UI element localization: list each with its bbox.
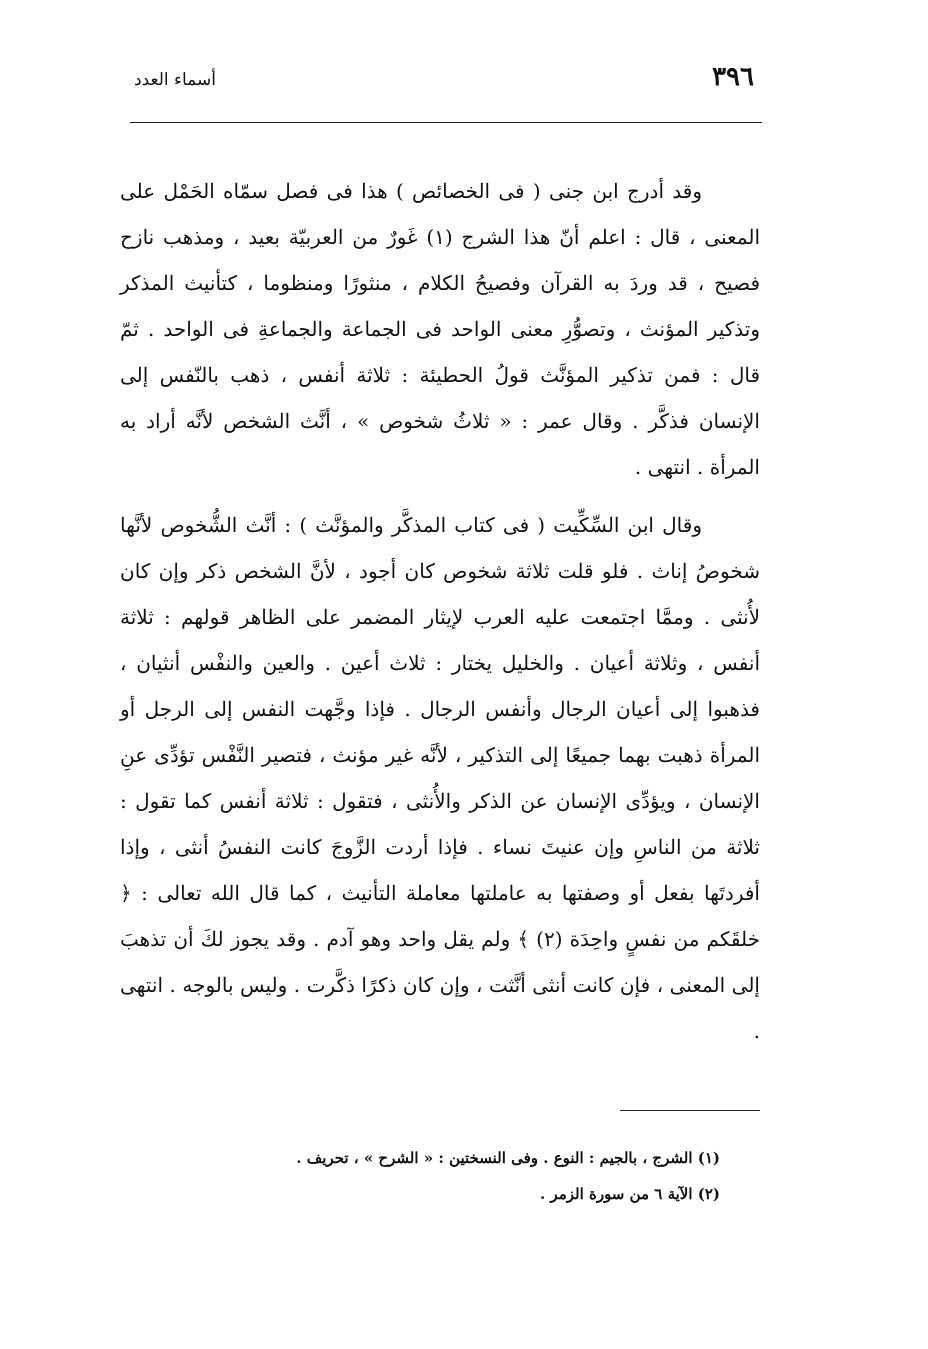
paragraph-ibn-jinni: وقد أدرج ابن جنى ( فى الخصائص ) هذا فى فصل سمّاه الحَمْل على المعنى ، قال : اعلم أنّ هذا الشرج (١) غَورٌ من العربيّة بعيد ، ومذهب نازح فصيح ، قد وردَ به القرآن وفصيحُ الكلام ، منثورًا ومنظوما ، كتأنيث المذكر وتذكير المؤنث ، وتصوُّرِ معنى الواحد فى الجماعة والجماعةِ فى الواحد . ثمّ قال : فمن تذكير المؤنَّث قولُ الحطيئة : ثلاثة أنفس ، ذهب بالنّفس إلى الإنسان فذكَّر . وقال عمر : « ثلاثُ شخوص » ، أنَّث الشخص لأنَّه أراد به المرأة . انتهى .	[120, 179, 761, 479]
paragraph-ibn-al-sikkit: وقال ابن السِّكِّيت ( فى كتاب المذكَّر والمؤنَّث ) : أنَّث الشُّخوص لأنَّها شخوصُ إناث . فلو قلت ثلاثة شخوص كان أجود ، لأنَّ الشخص ذكر وإن كان لأُنثى . وممَّا اجتمعت عليه العرب لإيثار المضمر على الظاهر قولهم : ثلاثة أنفس ، وثلاثة أعيان . والخليل يختار : ثلاث أعين . والعين والنفْس أنثيان ، فذهبوا إلى أعيان الرجال وأنفس الرجال . فإذا وجَّهت النفس إلى الرجل أو المرأة ذهبت بهما جميعًا إلى التذكير ، لأنَّه غير مؤنث ، فتصير النَّفْس تؤدِّى عنِ الإنسان ، ويؤدِّى الإنسان عن الذكر والأُنثى ، فتقول : ثلاثة أنفس كما تقول : ثلاثة من الناسِ وإن عنيتَ نساء . فإذا أردت الزَّوجَ كانت النفسُ أنثى ، وإذا أفردتَها بفعل أو وصفتها به عاملتها معاملة التأنيث ، كما قال الله تعالى : ﴿ خلقَكم من نفسٍ واحِدَة (٢) ﴾ ولم يقل واحد وهو آدم . وقد يجوز لكَ أن تذهبَ إلى المعنى ، فإن كانت أنثى أنَّثت ، وإن كان ذكرًا ذكَّرت . وليس بالوجه . انتهى .	[120, 513, 760, 1043]
main-text	[120, 168, 760, 1054]
page-header	[130, 62, 760, 102]
running-title: أسماء العدد	[134, 70, 216, 90]
footnote-2: (٢) الآية ٦ من سورة الزمر .	[539, 1185, 720, 1203]
header-divider	[130, 122, 762, 123]
footnotes	[120, 1140, 720, 1212]
footnote-1: (١) الشرج ، بالجيم : النوع . وفى النسختين : « الشرح » ، تحريف .	[296, 1149, 720, 1167]
footnote-divider	[620, 1110, 760, 1111]
page-number: ٣٩٦	[712, 62, 754, 92]
